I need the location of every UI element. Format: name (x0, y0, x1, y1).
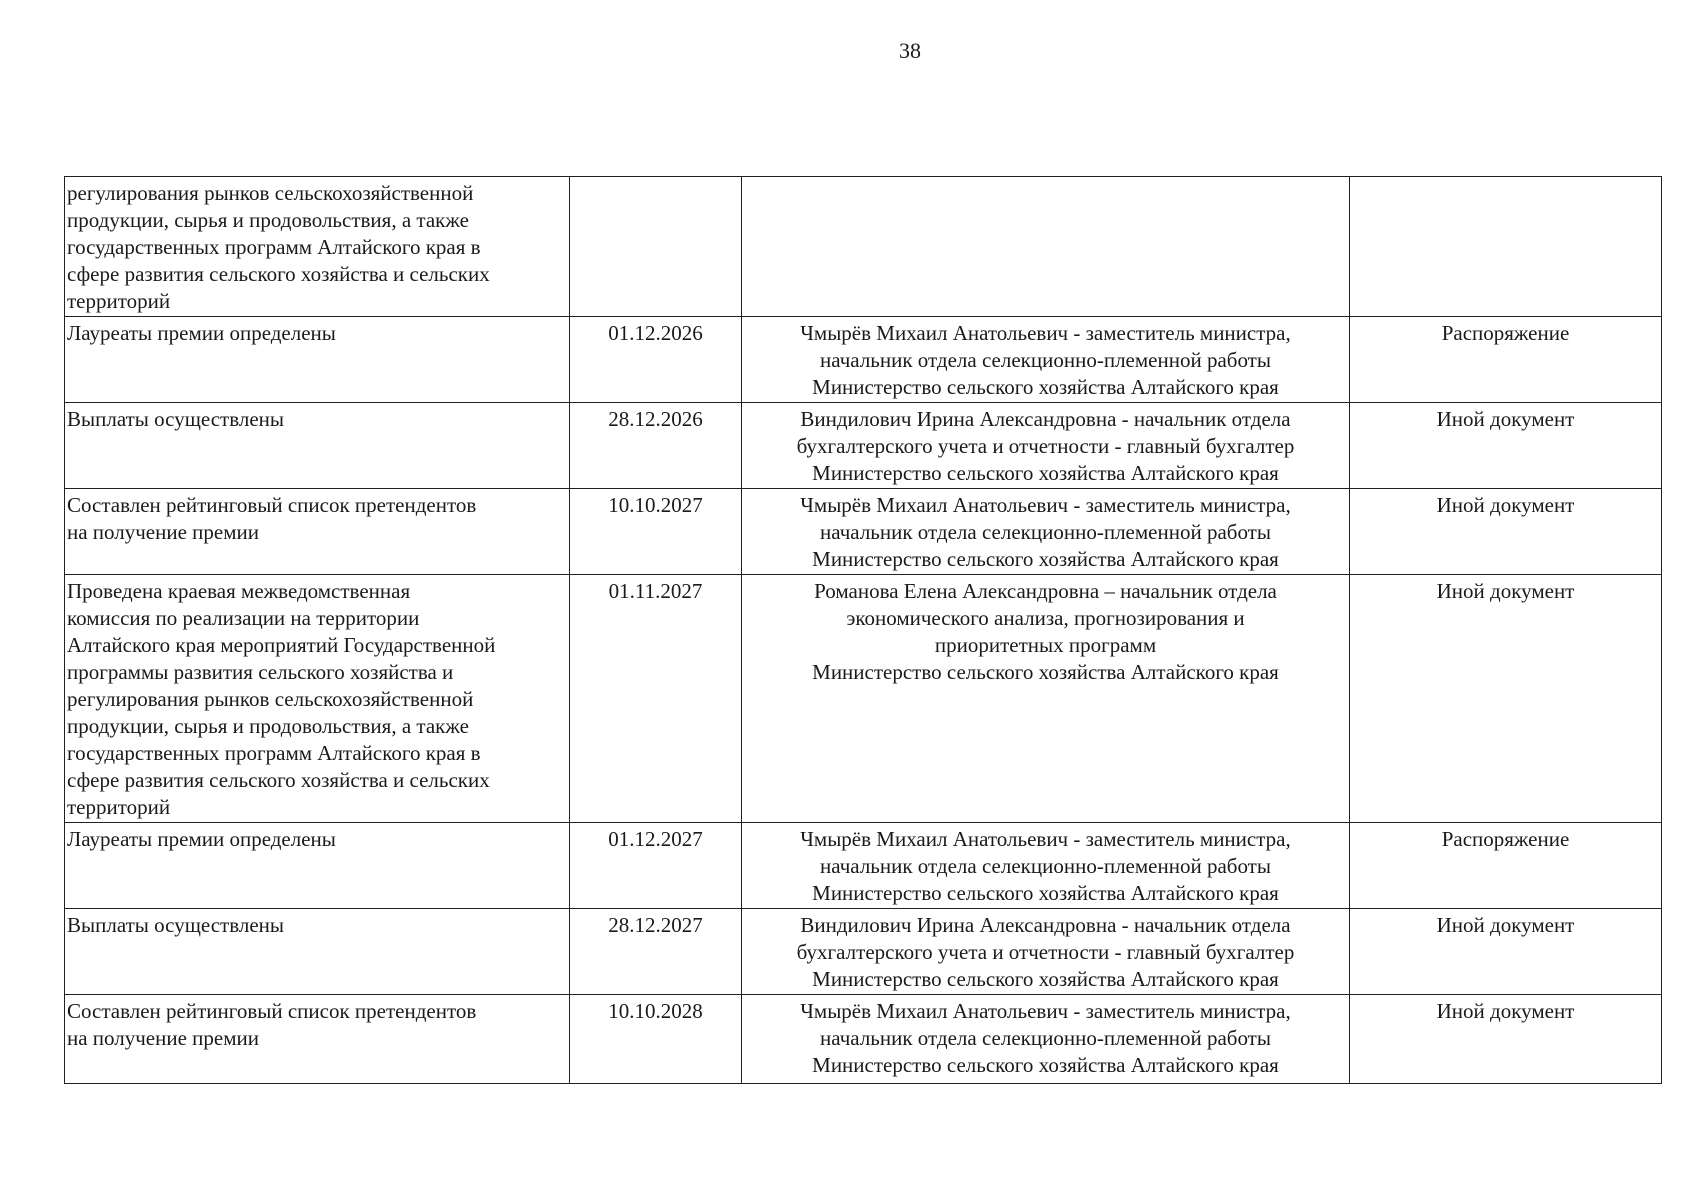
table-row (65, 403, 1662, 489)
date-cell (570, 177, 742, 317)
date-text: 01.12.2027 (608, 827, 703, 851)
responsible-text-line: Министерство сельского хозяйства Алтайского края (812, 967, 1279, 991)
document-type-text: Иной документ (1436, 913, 1575, 937)
table-row (65, 995, 1662, 1084)
responsible-text-line: начальник отдела селекционно-племенной работы (820, 854, 1271, 878)
document-type-text: Иной документ (1436, 493, 1575, 517)
document-type-cell (1350, 823, 1662, 909)
responsible-text-line: Виндилович Ирина Александровна - начальник отдела (800, 407, 1291, 431)
event-text-line: государственных программ Алтайского края в (67, 235, 481, 259)
responsible-text-line: бухгалтерского учета и отчетности - главный бухгалтер (796, 940, 1295, 964)
responsible-text-line: Чмырёв Михаил Анатольевич - заместитель министра, (800, 493, 1291, 517)
document-type-text: Распоряжение (1441, 321, 1570, 345)
event-text-line: территорий (67, 289, 171, 313)
event-cell (65, 909, 570, 995)
responsible-text-line: Министерство сельского хозяйства Алтайского края (812, 1053, 1279, 1077)
responsible-cell (742, 909, 1350, 995)
date-text: 10.10.2027 (608, 493, 703, 517)
event-text-line: Выплаты осуществлены (67, 913, 285, 937)
date-text: 28.12.2026 (608, 407, 703, 431)
plan-table-body (65, 177, 1662, 1084)
date-cell (570, 575, 742, 823)
date-cell (570, 489, 742, 575)
responsible-cell (742, 575, 1350, 823)
responsible-text-line: начальник отдела селекционно-племенной работы (820, 520, 1271, 544)
responsible-cell (742, 403, 1350, 489)
document-type-cell (1350, 489, 1662, 575)
event-cell (65, 575, 570, 823)
responsible-text-line: Министерство сельского хозяйства Алтайского края (812, 881, 1279, 905)
event-text-line: Выплаты осуществлены (67, 407, 285, 431)
responsible-text-line: экономического анализа, прогнозирования и (846, 606, 1245, 630)
event-text-line: Составлен рейтинговый список претендентов (67, 493, 477, 517)
date-text: 10.10.2028 (608, 999, 703, 1023)
event-cell (65, 403, 570, 489)
date-text: 01.12.2026 (608, 321, 703, 345)
table-row (65, 909, 1662, 995)
date-cell (570, 317, 742, 403)
event-text-line: Лауреаты премии определены (67, 827, 336, 851)
event-text-line: территорий (67, 795, 171, 819)
table-row (65, 317, 1662, 403)
plan-table (64, 176, 1662, 1084)
responsible-cell (742, 177, 1350, 317)
event-text-line: Проведена краевая межведомственная (67, 579, 411, 603)
document-type-cell (1350, 909, 1662, 995)
event-text-line: государственных программ Алтайского края в (67, 741, 481, 765)
event-cell (65, 489, 570, 575)
event-cell (65, 823, 570, 909)
date-text: 01.11.2027 (608, 579, 703, 603)
document-type-cell (1350, 177, 1662, 317)
date-cell (570, 995, 742, 1084)
document-type-text: Иной документ (1436, 579, 1575, 603)
event-cell (65, 995, 570, 1084)
event-text-line: на получение премии (67, 1026, 260, 1050)
date-text: 28.12.2027 (608, 913, 703, 937)
document-type-text: Распоряжение (1441, 827, 1570, 851)
event-cell (65, 317, 570, 403)
responsible-cell (742, 995, 1350, 1084)
responsible-cell (742, 489, 1350, 575)
event-text-line: Алтайского края мероприятий Государственной (67, 633, 496, 657)
event-cell (65, 177, 570, 317)
date-cell (570, 403, 742, 489)
page-number: 38 (899, 38, 921, 63)
event-text-line: продукции, сырья и продовольствия, а также (67, 208, 469, 232)
table-row (65, 823, 1662, 909)
document-type-cell (1350, 575, 1662, 823)
responsible-text-line: Виндилович Ирина Александровна - начальник отдела (800, 913, 1291, 937)
responsible-text-line: Министерство сельского хозяйства Алтайского края (812, 547, 1279, 571)
document-type-cell (1350, 317, 1662, 403)
date-cell (570, 909, 742, 995)
responsible-text-line: Министерство сельского хозяйства Алтайского края (812, 660, 1279, 684)
event-text-line: регулирования рынков сельскохозяйственной (67, 687, 474, 711)
responsible-text-line: Министерство сельского хозяйства Алтайского края (812, 461, 1279, 485)
event-text-line: продукции, сырья и продовольствия, а также (67, 714, 469, 738)
responsible-text-line: Чмырёв Михаил Анатольевич - заместитель министра, (800, 999, 1291, 1023)
responsible-text-line: Чмырёв Михаил Анатольевич - заместитель министра, (800, 827, 1291, 851)
event-text-line: Составлен рейтинговый список претендентов (67, 999, 477, 1023)
responsible-text-line: приоритетных программ (934, 633, 1157, 657)
event-text-line: сфере развития сельского хозяйства и сельских (67, 262, 490, 286)
event-text-line: на получение премии (67, 520, 260, 544)
table-row (65, 177, 1662, 317)
responsible-text-line: Романова Елена Александровна – начальник отдела (814, 579, 1277, 603)
event-text-line: программы развития сельского хозяйства и (67, 660, 454, 684)
document-type-text: Иной документ (1436, 999, 1575, 1023)
responsible-cell (742, 823, 1350, 909)
date-cell (570, 823, 742, 909)
document-type-cell (1350, 995, 1662, 1084)
responsible-text-line: начальник отдела селекционно-племенной работы (820, 1026, 1271, 1050)
event-text-line: Лауреаты премии определены (67, 321, 336, 345)
responsible-text-line: бухгалтерского учета и отчетности - главный бухгалтер (796, 434, 1295, 458)
responsible-cell (742, 317, 1350, 403)
responsible-text-line: Чмырёв Михаил Анатольевич - заместитель министра, (800, 321, 1291, 345)
responsible-text-line: начальник отдела селекционно-племенной работы (820, 348, 1271, 372)
event-text-line: регулирования рынков сельскохозяйственной (67, 181, 474, 205)
event-text-line: сфере развития сельского хозяйства и сельских (67, 768, 490, 792)
event-text-line: комиссия по реализации на территории (67, 606, 420, 630)
document-type-text: Иной документ (1436, 407, 1575, 431)
responsible-text-line: Министерство сельского хозяйства Алтайского края (812, 375, 1279, 399)
document-type-cell (1350, 403, 1662, 489)
table-row (65, 575, 1662, 823)
table-row (65, 489, 1662, 575)
